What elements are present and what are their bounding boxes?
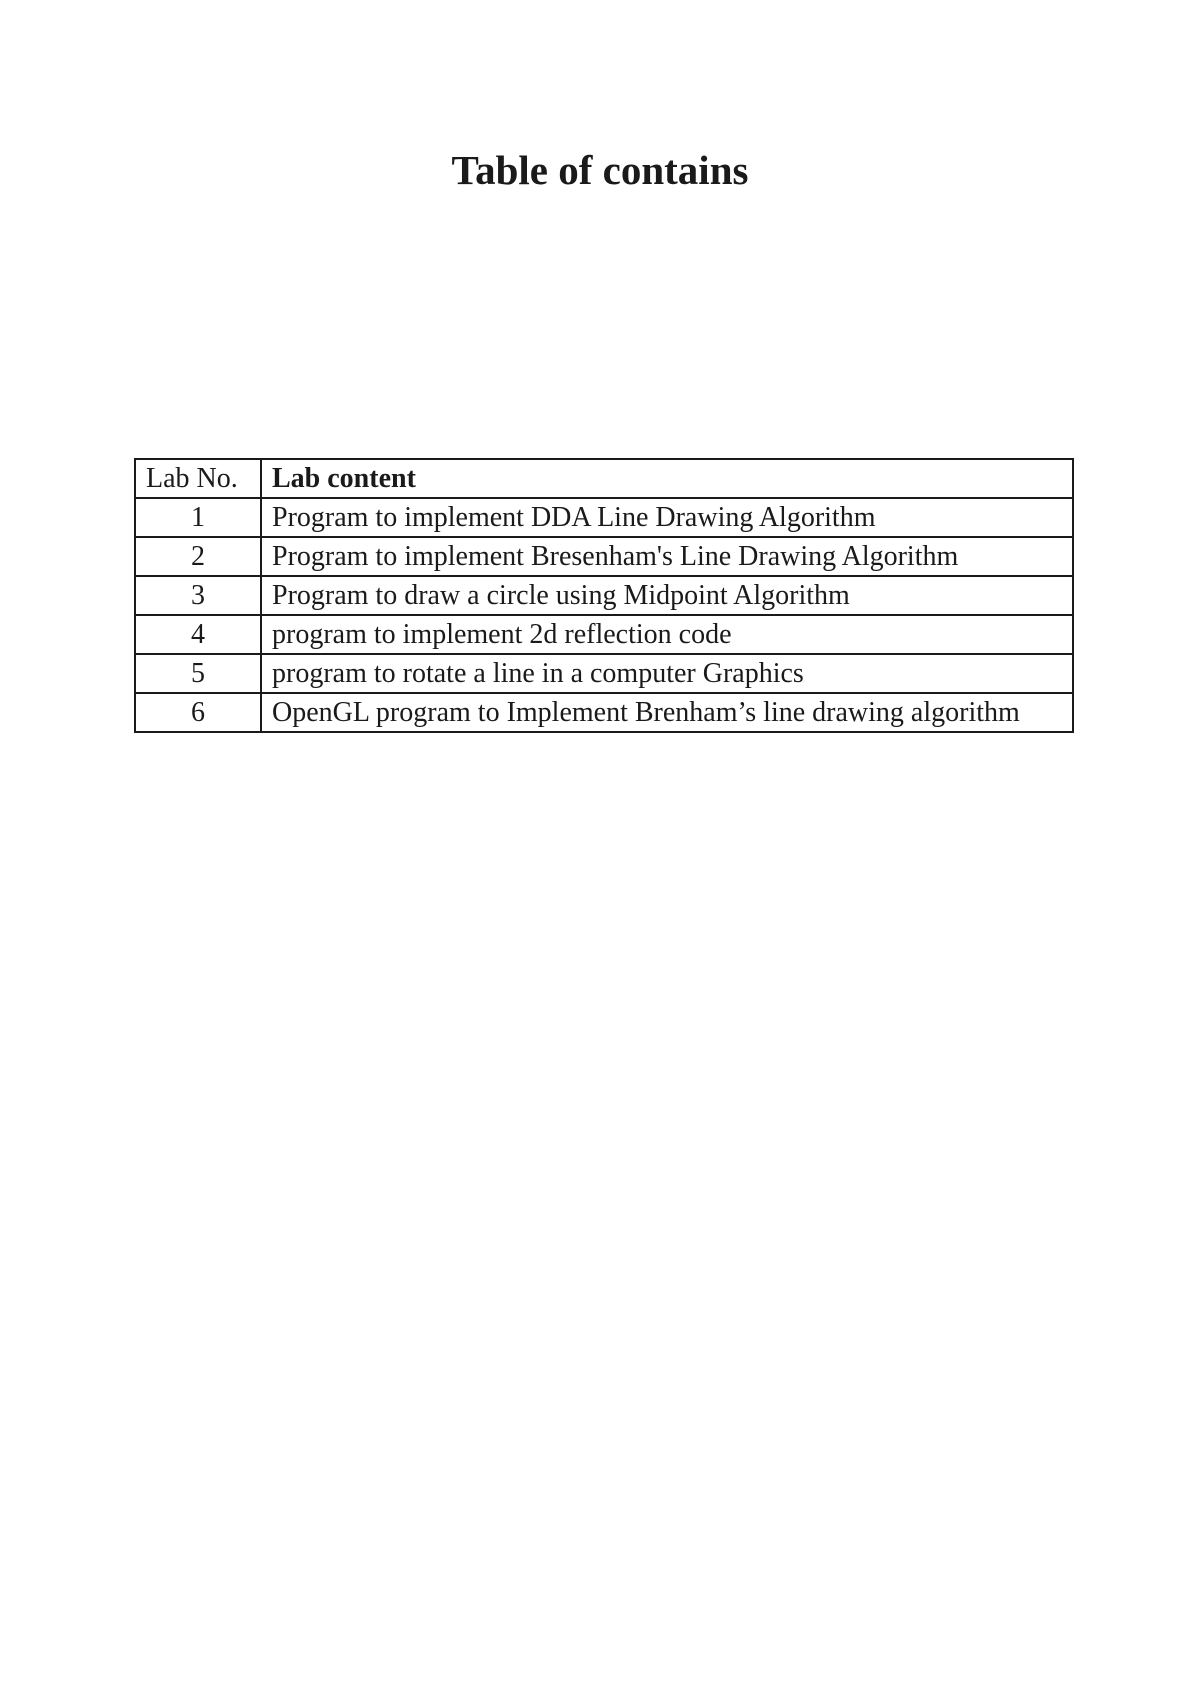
page-title: Table of contains: [451, 147, 749, 193]
lab-contents-table: [134, 458, 1074, 733]
table-row: [135, 615, 1073, 654]
lab-description: Program to implement Bresenham's Line Drawing Algorithm: [261, 537, 1073, 576]
lab-number: 5: [135, 654, 261, 693]
lab-number: 2: [135, 537, 261, 576]
table-row: [135, 498, 1073, 537]
lab-number: 4: [135, 615, 261, 654]
lab-content-header: Lab content: [261, 459, 1073, 498]
lab-description: Program to implement DDA Line Drawing Algorithm: [261, 498, 1073, 537]
table-row: [135, 576, 1073, 615]
lab-no-header: Lab No.: [135, 459, 261, 498]
lab-description: program to rotate a line in a computer Graphics: [261, 654, 1073, 693]
table-row: [135, 654, 1073, 693]
lab-description: program to implement 2d reflection code: [261, 615, 1073, 654]
lab-number: 3: [135, 576, 261, 615]
table-row: [135, 537, 1073, 576]
table-header-row: [135, 459, 1073, 498]
table-row: [135, 693, 1073, 732]
lab-description: Program to draw a circle using Midpoint Algorithm: [261, 576, 1073, 615]
lab-number: 1: [135, 498, 261, 537]
lab-description: OpenGL program to Implement Brenham’s line drawing algorithm: [261, 693, 1073, 732]
lab-number: 6: [135, 693, 261, 732]
